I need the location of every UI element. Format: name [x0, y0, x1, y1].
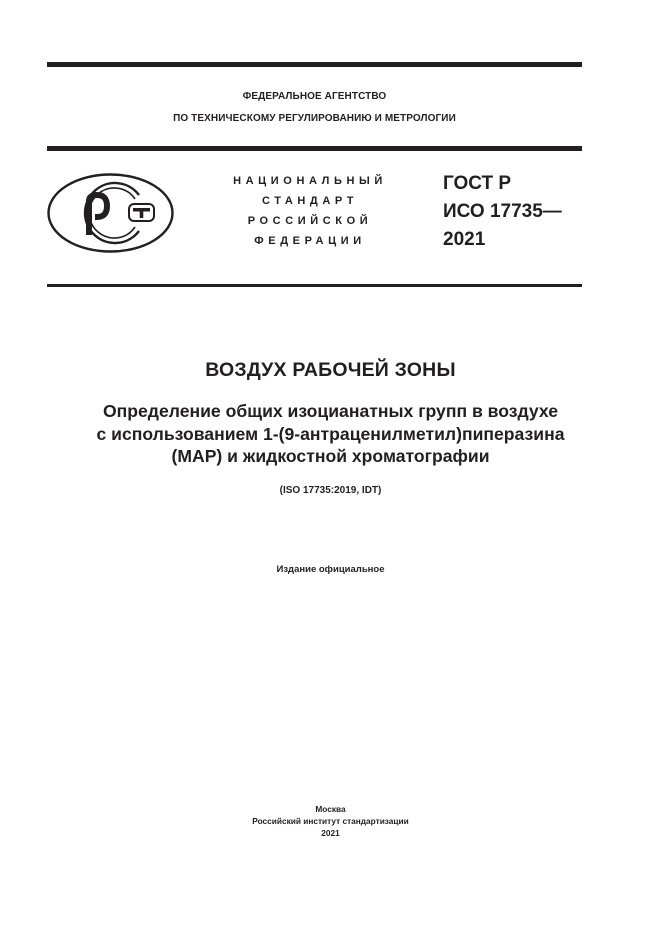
designation-line: ГОСТ Р	[443, 173, 512, 194]
publisher-city: Москва	[315, 804, 346, 814]
national-standard-label	[212, 171, 408, 251]
standard-designation	[443, 170, 562, 254]
national-standard-line: НАЦИОНАЛЬНЫЙ	[233, 175, 387, 187]
header-bottom-rule	[47, 284, 582, 287]
national-standard-line: СТАНДАРТ	[261, 195, 359, 207]
publisher-block	[0, 803, 661, 839]
iso-reference: (ISO 17735:2019, IDT)	[279, 485, 382, 496]
rst-certification-logo-icon	[47, 173, 174, 253]
document-title: ВОЗДУХ РАБОЧЕЙ ЗОНЫ	[205, 359, 456, 381]
national-standard-line: РОССИЙСКОЙ	[247, 215, 373, 227]
edition-label: Издание официальное	[276, 564, 385, 575]
publisher-name: Российский институт стандартизации	[252, 816, 409, 826]
designation-line: 2021	[443, 229, 486, 250]
document-subtitle	[0, 400, 661, 468]
publication-year: 2021	[321, 828, 340, 838]
subtitle-line: с использованием 1-(9-антраценилметил)пиперазина	[96, 423, 565, 444]
national-standard-line: ФЕДЕРАЦИИ	[254, 235, 366, 247]
header-divider-rule	[47, 146, 582, 151]
subtitle-line: Определение общих изоцианатных групп в воздухе	[102, 401, 559, 421]
top-rule	[47, 62, 582, 67]
agency-name-line-1: ФЕДЕРАЛЬНОЕ АГЕНТСТВО	[242, 91, 387, 102]
agency-name-line-2: ПО ТЕХНИЧЕСКОМУ РЕГУЛИРОВАНИЮ И МЕТРОЛОГИИ	[173, 113, 456, 124]
designation-line: ИСО 17735—	[443, 201, 562, 222]
subtitle-line: (MAP) и жидкостной хроматографии	[171, 446, 490, 466]
